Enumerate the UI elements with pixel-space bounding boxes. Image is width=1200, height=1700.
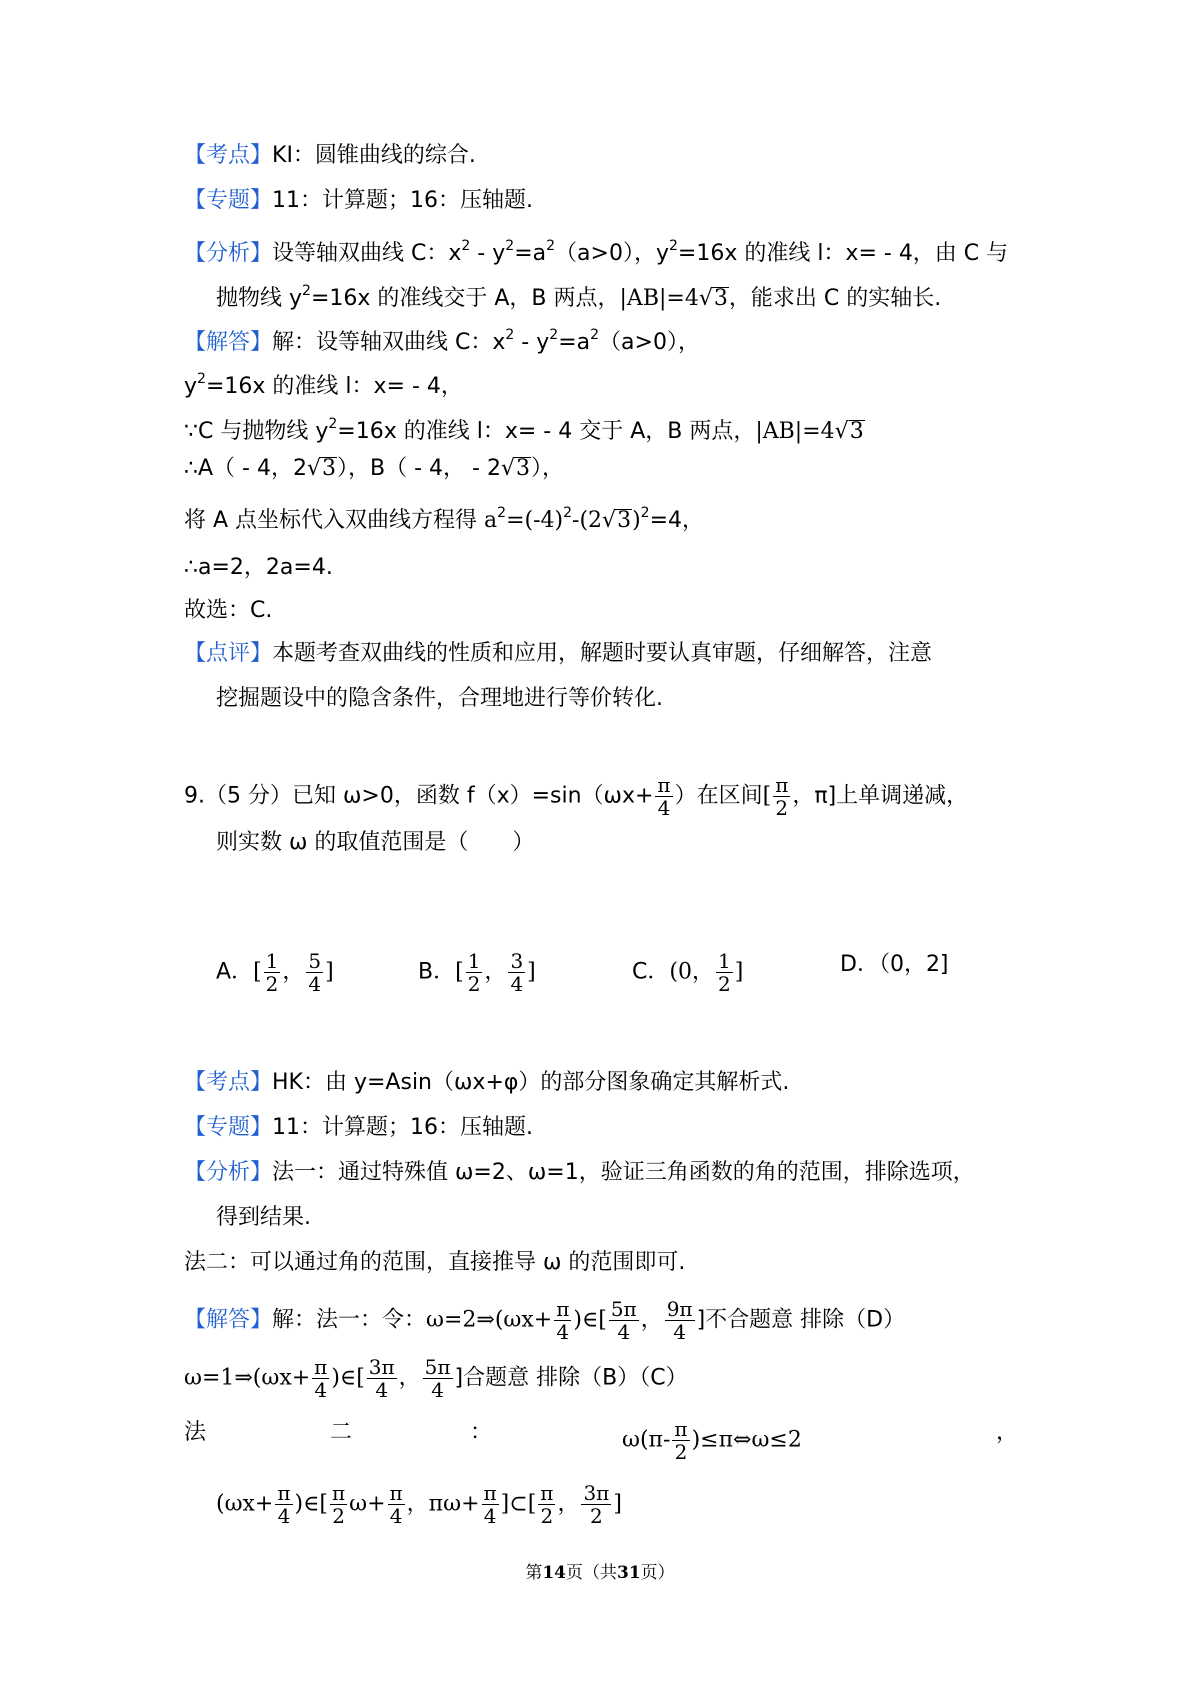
text: y	[184, 374, 198, 399]
solution-line-5: 将 A 点坐标代入双曲线方程得 $a^2=(-4)^2-(2√3)^2=4$，	[184, 505, 705, 533]
formula: ]	[527, 959, 536, 985]
option-label: B．	[418, 959, 456, 985]
question-9-stem-line-2: 则实数 ω 的取值范围是（ ）	[216, 830, 535, 855]
denominator: 2	[590, 1504, 603, 1528]
formula: ]	[734, 959, 744, 985]
numerator: π	[540, 1481, 554, 1505]
fraction	[609, 1298, 639, 1343]
option-c[interactable]	[632, 950, 743, 995]
solution-line-3: ∵C 与抛物线 $y^2=16x$ 的准线 l：x= - 4 交于 A，B 两点，|AB|=4√3	[184, 416, 864, 444]
text: ，能求出 C 的实轴长.	[728, 286, 942, 311]
footer-text: 页（共	[566, 1563, 617, 1583]
text: 解：设等轴双曲线 C：x	[272, 330, 506, 355]
method-2-word-1: 法	[184, 1420, 207, 1445]
formula: -(2	[572, 508, 603, 533]
dianping-line-1	[184, 639, 932, 669]
text: ，	[640, 1307, 663, 1333]
fraction	[581, 1482, 611, 1527]
text: =16x 的准线交于 A，B 两点，	[310, 286, 620, 311]
superscript: 2	[549, 327, 559, 343]
fraction	[672, 1418, 689, 1463]
text: ∵C 与抛物线 y	[184, 419, 329, 444]
fraction	[264, 950, 281, 995]
superscript: 2	[640, 505, 650, 521]
zhuanti-line	[184, 186, 533, 216]
text: 法一：通过特殊值 ω=2、ω=1，验证三角函数的角的范围，排除选项，	[272, 1160, 975, 1185]
denominator: 4	[510, 972, 524, 996]
numerator: 3π	[368, 1355, 395, 1379]
formula: ω+	[349, 1491, 386, 1517]
denominator: 4	[375, 1378, 389, 1402]
denominator: 2	[775, 796, 789, 820]
fraction	[312, 1356, 329, 1401]
formula: =(-4)	[506, 508, 564, 533]
fraction	[554, 1298, 571, 1343]
page-footer	[0, 1558, 1200, 1583]
formula: |AB|=4	[755, 419, 835, 444]
fenxi-line-2-1	[184, 1158, 975, 1188]
numerator: π	[674, 1417, 688, 1441]
formula: ]	[613, 1491, 622, 1517]
fraction	[655, 774, 672, 819]
numerator: 5	[308, 949, 322, 973]
numerator: π	[657, 773, 671, 797]
numerator: π	[314, 1355, 328, 1379]
text: 本题考查双曲线的性质和应用，解题时要认真审题，仔细解答，注意	[272, 641, 933, 666]
fraction	[466, 950, 483, 995]
fenxi-tag: 【分析】	[184, 241, 273, 266]
method-2-expression	[622, 1417, 802, 1464]
zhuanti-text: 11：计算题；16：压轴题.	[272, 1115, 533, 1140]
text: 设等轴双曲线 C：x	[272, 241, 462, 266]
jieda-line-2-1	[184, 1297, 906, 1344]
denominator: 2	[540, 1504, 554, 1528]
numerator: π	[389, 1481, 403, 1505]
text: 9.（5 分）已知 ω>0，函数 f（x）=sin（ωx+	[184, 783, 654, 809]
text: （a>0），y	[555, 241, 669, 266]
formula: ω(π-	[622, 1427, 671, 1453]
superscript: 2	[302, 283, 311, 299]
numerator: 5π	[610, 1297, 637, 1321]
zhuanti-tag: 【专题】	[184, 188, 273, 213]
method-2-comma: ，	[996, 1420, 1019, 1445]
formula: ω=1⇒(ωx+	[184, 1365, 311, 1391]
denominator: 4	[314, 1378, 328, 1402]
formula: [	[762, 783, 772, 809]
method-2-line-2	[216, 1481, 622, 1528]
text: =16x 的准线 l：x= - 4 交于 A，B 两点，	[337, 419, 756, 444]
numerator: 5π	[424, 1355, 451, 1379]
text: ，	[282, 959, 305, 985]
numerator: π	[483, 1481, 497, 1505]
kaodian-text: HK：由 y=Asin（ωx+φ）的部分图象确定其解析式.	[272, 1070, 790, 1095]
fenxi-line-1	[184, 231, 1009, 266]
formula: ，πω+	[406, 1491, 480, 1517]
superscript: 2	[668, 238, 678, 254]
jieda-line-1	[184, 320, 700, 355]
fraction	[275, 1482, 292, 1527]
fraction	[773, 774, 790, 819]
text: 抛物线 y	[216, 286, 303, 311]
denominator: 4	[673, 1320, 686, 1344]
superscript: 2	[461, 238, 471, 254]
formula: [	[455, 959, 464, 985]
formula: )∈[	[573, 1307, 607, 1333]
denominator: 2	[332, 1504, 345, 1528]
text: =4，	[649, 508, 705, 533]
denominator: 4	[431, 1378, 444, 1402]
solution-line-4: ∴A（ - 4，2√3），B（ - 4， - 2√3），	[184, 456, 564, 481]
superscript: 2	[505, 238, 515, 254]
text: ，	[398, 1365, 421, 1391]
denominator: 2	[265, 972, 279, 996]
method-2-word-2: 二	[330, 1420, 353, 1445]
numerator: π	[775, 773, 789, 797]
text: - y	[514, 330, 550, 355]
denominator: 4	[277, 1504, 291, 1528]
formula: )≤π⇔ω≤2	[691, 1427, 802, 1453]
fraction	[367, 1356, 397, 1401]
numerator: 1	[265, 949, 279, 973]
option-b[interactable]	[418, 950, 536, 995]
formula: )∈[	[331, 1365, 365, 1391]
fraction	[508, 950, 525, 995]
method-2-word-3: ：	[470, 1420, 493, 1445]
option-label: D．（0，2]	[840, 952, 949, 977]
question-9-stem-line-1	[184, 773, 969, 820]
text: ，	[557, 1491, 580, 1517]
option-a[interactable]	[216, 950, 334, 995]
superscript: 2	[546, 238, 556, 254]
text: =16x 的准线 l：x= - 4，	[205, 374, 463, 399]
text: =a	[514, 241, 547, 266]
text: - y	[470, 241, 506, 266]
fenxi-line-2: 抛物线 $y^2=16x$ 的准线交于 A，B 两点，|AB|=4√3，能求出 C 的实轴长.	[216, 283, 942, 311]
fraction	[665, 1298, 695, 1343]
solution-line-6: ∴a=2，2a=4.	[184, 555, 333, 580]
formula: |AB|=4	[619, 286, 699, 311]
fraction	[482, 1482, 499, 1527]
jieda-line-2-2	[184, 1355, 688, 1402]
formula: ]	[325, 959, 334, 985]
sqrt-radicand: 3	[713, 286, 728, 311]
numerator: 3π	[583, 1481, 610, 1505]
jieda-tag: 【解答】	[184, 1307, 273, 1333]
superscript: 2	[505, 327, 515, 343]
answer-line: 故选：C.	[184, 598, 273, 623]
fraction	[306, 950, 323, 995]
page-number: 14	[542, 1563, 566, 1583]
text: ）在区间	[674, 783, 763, 809]
fraction	[330, 1482, 347, 1527]
sqrt-radicand: 3	[322, 456, 336, 481]
denominator: 4	[483, 1504, 497, 1528]
text: ∴A（ - 4，2	[184, 456, 307, 481]
fraction	[538, 1482, 555, 1527]
formula: a	[484, 508, 498, 533]
denominator: 4	[657, 796, 671, 820]
formula: (ωx+	[216, 1491, 274, 1517]
fenxi-tag: 【分析】	[184, 1160, 273, 1185]
superscript: 2	[563, 505, 573, 521]
kaodian-text: KI：圆锥曲线的综合.	[272, 143, 476, 168]
formula: )	[632, 508, 641, 533]
fraction	[716, 950, 733, 995]
denominator: 2	[674, 1440, 688, 1464]
footer-text: 页）	[640, 1563, 675, 1583]
text: ），	[530, 456, 564, 481]
numerator: 1	[717, 949, 731, 973]
denominator: 4	[389, 1504, 403, 1528]
text: 解：法一：令：	[272, 1307, 427, 1333]
fraction	[423, 1356, 453, 1401]
zhuanti-line-2	[184, 1113, 533, 1143]
denominator: 4	[308, 972, 322, 996]
zhuanti-text: 11：计算题；16：压轴题.	[272, 188, 533, 213]
denominator: 4	[617, 1320, 631, 1344]
kaodian-line	[184, 141, 476, 171]
method-2-line: 法二：可以通过角的范围，直接推导 ω 的范围即可.	[184, 1250, 686, 1275]
sqrt-radicand: 3	[617, 508, 632, 533]
text: ]合题意 排除（B）（C）	[454, 1365, 688, 1391]
fraction	[388, 1482, 405, 1527]
superscript: 2	[590, 327, 600, 343]
solution-line-2	[184, 364, 463, 399]
numerator: π	[277, 1481, 291, 1505]
option-label: A．	[216, 959, 254, 985]
text: =16x 的准线 l：x= - 4，由 C 与	[677, 241, 1009, 266]
dianping-line-2: 挖掘题设中的隐含条件，合理地进行等价转化.	[216, 686, 663, 711]
numerator: 9π	[666, 1297, 693, 1321]
numerator: π	[331, 1481, 346, 1505]
dianping-tag: 【点评】	[184, 641, 273, 666]
fenxi-line-2-2: 得到结果.	[216, 1205, 311, 1230]
numerator: 3	[510, 949, 524, 973]
numerator: 1	[467, 949, 481, 973]
text: （a>0），	[599, 330, 700, 355]
denominator: 2	[717, 972, 731, 996]
formula: ω=2⇒(ωx+	[426, 1307, 553, 1333]
option-label: C．	[632, 959, 670, 985]
text: 将 A 点坐标代入双曲线方程得	[184, 508, 485, 533]
zhuanti-tag: 【专题】	[184, 1115, 273, 1140]
formula: (0，	[669, 959, 714, 985]
footer-text: 第	[525, 1563, 543, 1583]
page-total: 31	[617, 1563, 641, 1583]
formula: ]⊂[	[500, 1491, 537, 1517]
numerator: π	[556, 1297, 570, 1321]
text: ），B（ - 4， - 2	[337, 456, 501, 481]
option-d[interactable]	[840, 950, 949, 980]
formula: )∈[	[294, 1491, 328, 1517]
kaodian-tag: 【考点】	[184, 1070, 273, 1095]
sqrt-radicand: 3	[515, 456, 530, 481]
kaodian-line-2	[184, 1068, 789, 1098]
text: ，π]上单调递减，	[792, 783, 969, 809]
superscript: 2	[197, 371, 206, 387]
denominator: 4	[556, 1320, 570, 1344]
jieda-tag: 【解答】	[184, 330, 273, 355]
text: ]不合题意 排除（D）	[696, 1307, 906, 1333]
superscript: 2	[328, 416, 338, 432]
kaodian-tag: 【考点】	[184, 143, 273, 168]
text: =a	[558, 330, 591, 355]
denominator: 2	[467, 972, 481, 996]
sqrt-radicand: 3	[849, 419, 864, 444]
formula: [	[253, 959, 262, 985]
text: ，	[484, 959, 507, 985]
superscript: 2	[497, 505, 507, 521]
